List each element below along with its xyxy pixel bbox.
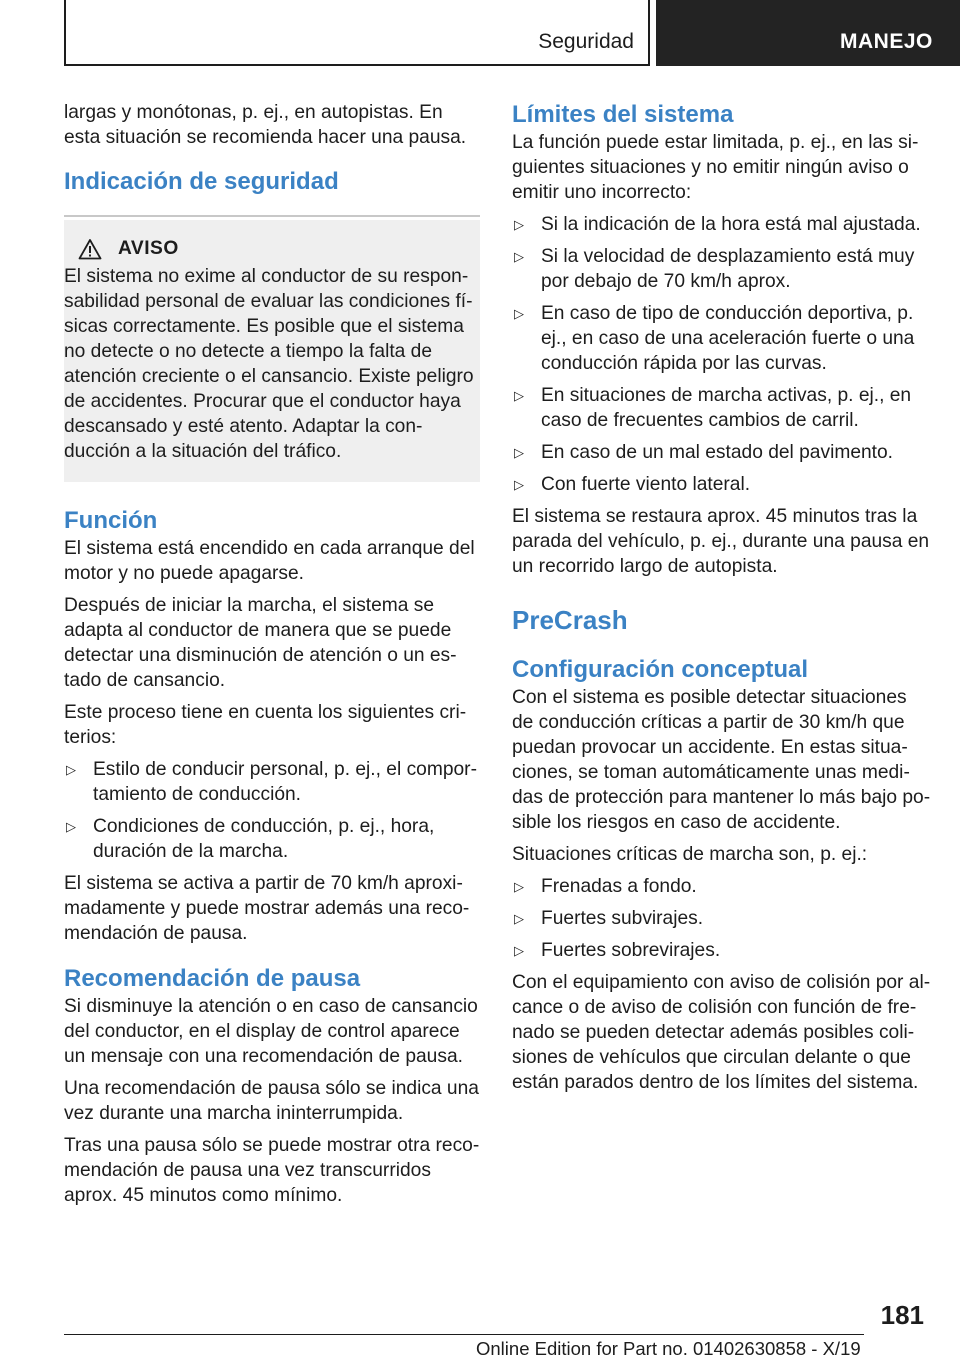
list-limites <box>512 212 932 497</box>
list-criterios <box>64 757 480 864</box>
triangle-right-icon: ▷ <box>514 477 524 492</box>
left-column <box>64 100 480 1215</box>
triangle-right-icon: ▷ <box>514 943 524 958</box>
list-item: ▷ Fuertes subvirajes. <box>514 908 704 929</box>
warning-title <box>64 238 474 260</box>
heading-recomendacion-pausa: Recomendación de pausa <box>64 965 361 992</box>
triangle-right-icon: ▷ <box>514 911 524 926</box>
triangle-right-icon: ▷ <box>514 445 524 460</box>
paragraph-limites-2: El sistema se restaura aprox. 45 minutos tras la parada del vehículo, p. ej., durante una pausa en un recorrido largo de autopista. <box>512 506 930 577</box>
warning-box <box>64 217 480 482</box>
paragraph-reco-3: Tras una pausa sólo se puede mostrar otra recomendación de pausa una vez transcurridos aprox. 45 minutos como mínimo. <box>64 1135 480 1206</box>
right-column <box>512 100 932 1102</box>
warning-label: AVISO <box>118 238 179 259</box>
list-item: ▷ Con fuerte viento lateral. <box>514 474 751 495</box>
heading-indicacion-seguridad: Indicación de seguridad <box>64 168 339 195</box>
paragraph-reco-2: Una recomendación de pausa sólo se indica una vez durante una marcha ininterrumpida. <box>64 1078 479 1124</box>
list-item: ▷ Fuertes sobrevirajes. <box>514 940 721 961</box>
footer-edition: Online Edition for Part no. 01402630858 - X/19 <box>476 1338 861 1359</box>
header-section-title: Seguridad <box>538 30 634 53</box>
triangle-right-icon: ▷ <box>514 879 524 894</box>
paragraph-limites-1: La función puede estar limitada, p. ej., en las siguientes situaciones y no emitir ningún aviso o emitir uno incorrecto: <box>512 132 919 203</box>
heading-precrash: PreCrash <box>512 605 628 635</box>
list-item: ▷ Condiciones de conducción, p. ej., hora, duración de la marcha. <box>66 816 435 862</box>
heading-configuracion-conceptual: Configuración conceptual <box>512 656 809 683</box>
paragraph-config-3: Con el equipamiento con aviso de colisión por alcance o de aviso de colisión con función de frenado se pueden detectar además posibles colisiones de vehículos que circulan delante o que están parados dentro de los límites del sistema. <box>512 972 931 1093</box>
warning-text: El sistema no exime al conductor de su responsabilidad personal de evaluar las condiciones físicas correctamente. Es posible que el sistema no detecte o no detecte a tiempo la falta de atención creciente o el cansancio. Existe peligro de accidentes. Procurar que el conductor haya descansado y esté atento. Adaptar la conducción a la situación del tráfico. <box>64 266 474 462</box>
heading-limites-sistema: Límites del sistema <box>512 101 734 128</box>
paragraph-funcion-2: Después de iniciar la marcha, el sistema se adapta al conductor de manera que se puede detectar una disminución de atención o un estado de cansancio. <box>64 595 457 691</box>
list-item: ▷ En situaciones de marcha activas, p. ej., en caso de frecuentes cambios de carril. <box>514 385 912 431</box>
header-section-tab <box>64 0 650 66</box>
triangle-right-icon: ▷ <box>514 306 524 321</box>
page-number: 181 <box>880 1300 924 1330</box>
paragraph-funcion-1: El sistema está encendido en cada arranque del motor y no puede apagarse. <box>64 538 475 584</box>
list-item: ▷ En caso de un mal estado del pavimento. <box>514 442 893 463</box>
paragraph-intro: largas y monótonas, p. ej., en autopistas. En esta situación se recomienda hacer una pausa. <box>64 102 467 148</box>
paragraph-config-2: Situaciones críticas de marcha son, p. ej.: <box>512 844 868 865</box>
triangle-right-icon: ▷ <box>66 762 76 777</box>
triangle-right-icon: ▷ <box>514 388 524 403</box>
list-item: ▷ Si la indicación de la hora está mal ajustada. <box>514 214 921 235</box>
header-chapter-tab: MANEJO <box>656 0 960 66</box>
paragraph-funcion-3: Este proceso tiene en cuenta los siguientes criterios: <box>64 702 467 748</box>
paragraph-config-1: Con el sistema es posible detectar situaciones de conducción críticas a partir de 30 km/h que puedan provocar un accidente. En estas situaciones, se toman automáticamente unas medidas de protección para mantener lo más bajo posible los riesgos en caso de accidente. <box>512 687 931 833</box>
triangle-right-icon: ▷ <box>514 217 524 232</box>
list-item: ▷ Estilo de conducir personal, p. ej., el comportamiento de conducción. <box>66 759 477 805</box>
heading-funcion: Función <box>64 507 158 534</box>
paragraph-funcion-4: El sistema se activa a partir de 70 km/h aproximadamente y puede mostrar además una recomendación de pausa. <box>64 873 470 944</box>
list-item: ▷ Si la velocidad de desplazamiento está muy por debajo de 70 km/h aprox. <box>514 246 915 292</box>
list-item: ▷ En caso de tipo de conducción deportiva, p. ej., en caso de una aceleración fuerte o una conducción rápida por las curvas. <box>514 303 915 374</box>
paragraph-reco-1: Si disminuye la atención o en caso de cansancio del conductor, en el display de control aparece un mensaje con una recomendación de pausa. <box>64 996 478 1067</box>
triangle-right-icon: ▷ <box>66 819 76 834</box>
list-item: ▷ Frenadas a fondo. <box>514 876 697 897</box>
footer-divider <box>64 1334 864 1335</box>
warning-triangle-icon <box>78 238 102 260</box>
triangle-right-icon: ▷ <box>514 249 524 264</box>
list-situaciones <box>512 874 932 963</box>
